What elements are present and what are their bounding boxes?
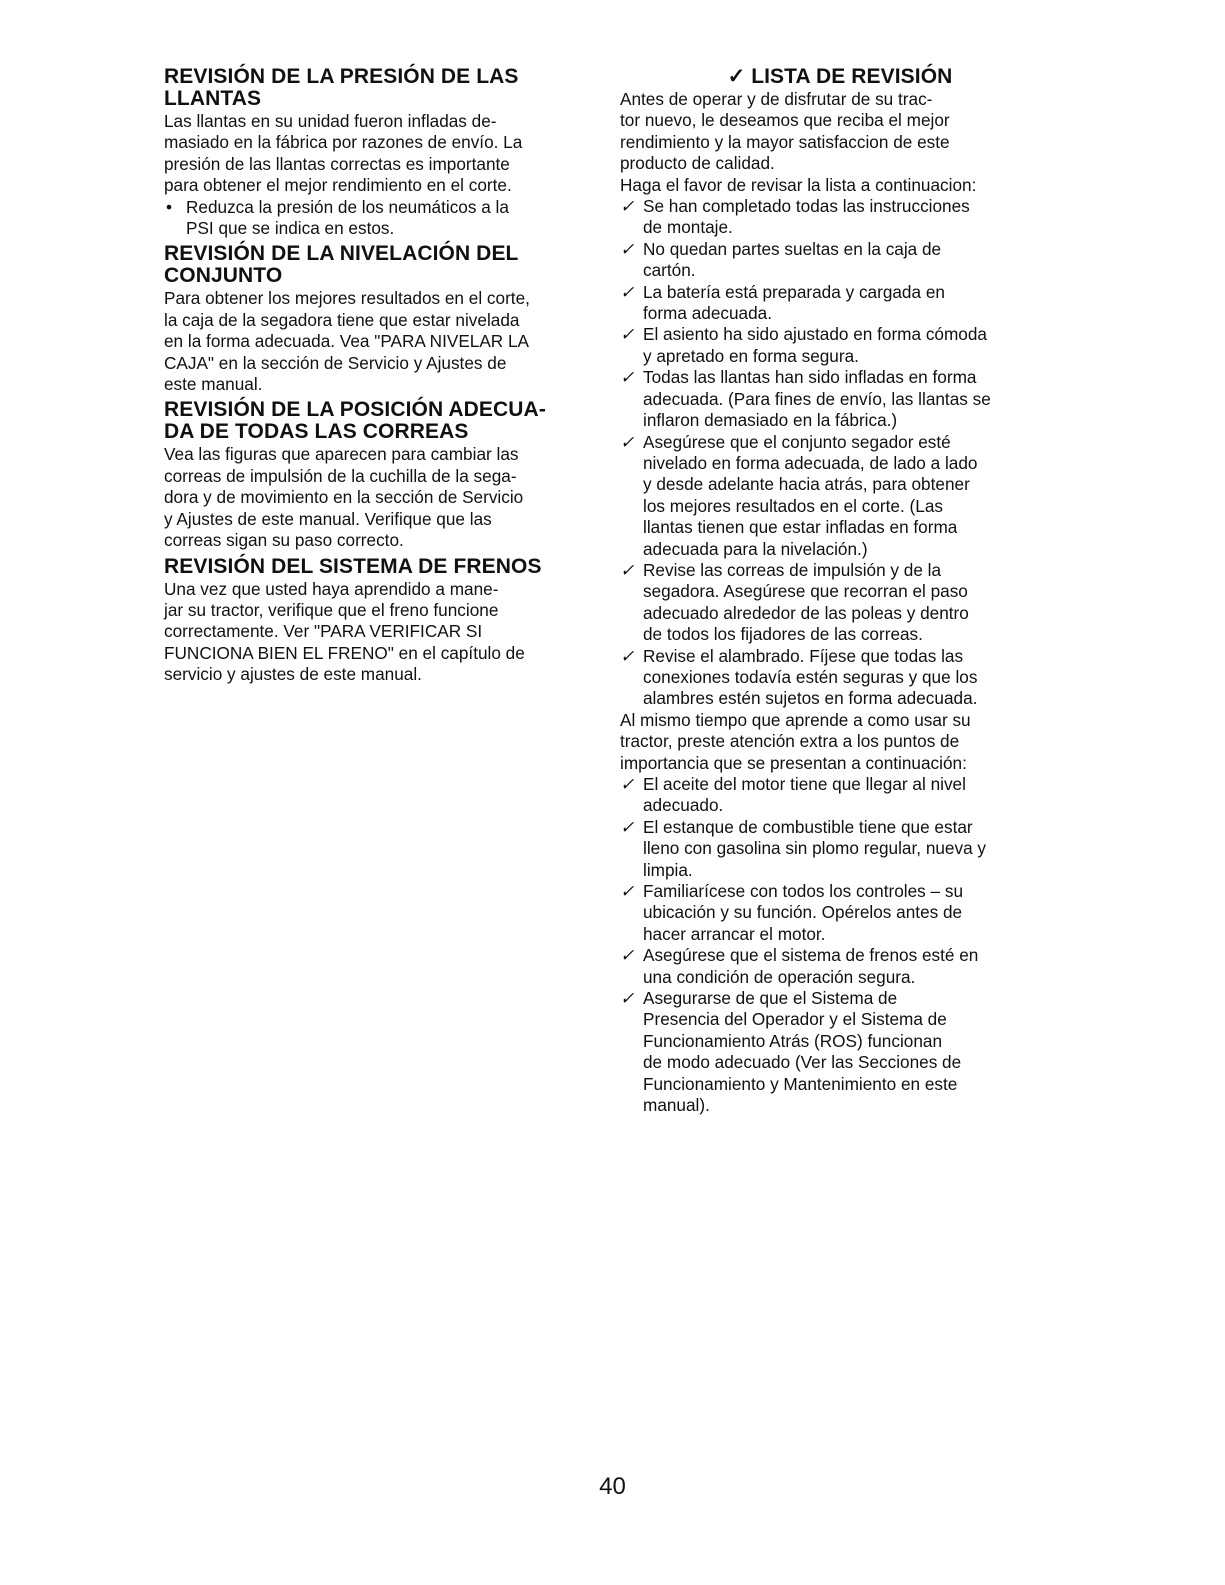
- bullet-item: • Reduzca la presión de los neumáticos a la PSI que se indica en estos.: [166, 196, 509, 239]
- check-icon: ✓: [620, 281, 635, 302]
- section-body: Una vez que usted haya aprendido a mane- jar su tractor, verifique que el freno funcione correctamente. Ver "PARA VERIFICAR SI FUNCIONA BIEN EL FRENO" en el capítulo de servicio y ajustes de este manual.: [164, 578, 525, 685]
- checklist-item: ✓ Asegúrese que el conjunto segador esté nivelado en forma adecuada, de lado a lado y desde adelante hacia atrás, para obtener los mejores resultados en el corte. (Las llantas tienen que estar infladas en forma adecuada para la nivelación.): [620, 431, 978, 559]
- checklist-while-learning: [620, 774, 1060, 1117]
- section-body: Vea las figuras que aparecen para cambiar las correas de impulsión de la cuchilla de la sega- dora y de movimiento en la sección de Servicio y Ajustes de este manual. Verifique que las correas sigan su paso correcto.: [164, 444, 524, 551]
- section-heading: REVISIÓN DE LA NIVELACIÓN DEL CONJUNTO: [164, 242, 519, 288]
- section-heading: REVISIÓN DEL SISTEMA DE FRENOS: [164, 554, 542, 578]
- checklist-before-operating: [620, 196, 1060, 710]
- left-column: [164, 66, 594, 690]
- right-column: [620, 66, 1060, 1117]
- checklist-item: ✓ El aceite del motor tiene que llegar al nivel adecuado.: [620, 774, 966, 816]
- section-body: Para obtener los mejores resultados en el corte, la caja de la segadora tiene que estar nivelada en la forma adecuada. Vea "PARA NIVELAR LA CAJA" en la sección de Servicio y Ajustes de este manual.: [164, 288, 530, 395]
- checklist-title: ✓ LISTA DE REVISIÓN: [727, 65, 953, 88]
- section-deck-level: [164, 243, 594, 395]
- checklist-item: ✓ La batería está preparada y cargada en forma adecuada.: [620, 281, 945, 324]
- checklist-item: ✓ Familiarícese con todos los controles – su ubicación y su función. Opérelos antes de hacer arrancar el motor.: [620, 881, 964, 944]
- section-tire-pressure: [164, 66, 594, 239]
- checklist-middle-text: Al mismo tiempo que aprende a como usar su tractor, preste atención extra a los puntos de importancia que se presentan a continuación:: [620, 709, 971, 773]
- checklist-item: ✓ Revise las correas de impulsión y de la segadora. Asegúrese que recorran el paso adecuado alrededor de las poleas y dentro de todos los fijadores de las correas.: [620, 559, 969, 645]
- check-icon: ✓: [620, 196, 635, 217]
- section-brake-system: [164, 556, 594, 686]
- checklist-item: ✓ Asegúrese que el sistema de frenos esté en una condición de operación segura.: [620, 945, 979, 987]
- section-belt-position: [164, 399, 594, 551]
- checklist-item: ✓ Todas las llantas han sido infladas en forma adecuada. (Para fines de envío, las llantas se inflaron demasiado en la fábrica.): [620, 367, 991, 431]
- checklist-item: ✓ No quedan partes sueltas en la caja de cartón.: [620, 238, 942, 281]
- check-icon: ✓: [620, 988, 635, 1009]
- section-heading: REVISIÓN DE LA POSICIÓN ADECUA- DA DE TODAS LAS CORREAS: [164, 398, 546, 444]
- check-icon: ✓: [620, 367, 635, 388]
- checklist-intro: Antes de operar y de disfrutar de su trac- tor nuevo, le deseamos que reciba el mejor rendimiento y la mayor satisfaccion de este producto de calidad. Haga el favor de revisar la lista a continuacion:: [620, 89, 977, 195]
- checklist-item: ✓ El estanque de combustible tiene que estar lleno con gasolina sin plomo regular, nueva y limpia.: [620, 816, 987, 880]
- check-icon: ✓: [620, 816, 635, 837]
- checklist-item: ✓ Asegurarse de que el Sistema de Presencia del Operador y el Sistema de Funcionamiento Atrás (ROS) funcionan de modo adecuado (Ver las Secciones de Funcionamiento y Mantenimiento en este manual).: [620, 988, 962, 1116]
- checklist-item: ✓ El asiento ha sido ajustado en forma cómoda y apretado en forma segura.: [620, 324, 987, 366]
- checklist-item: ✓ Revise el alambrado. Fíjese que todas las conexiones todavía estén seguras y que los alambres estén sujetos en forma adecuada.: [620, 645, 978, 709]
- bullet-icon: •: [166, 196, 173, 217]
- check-icon: ✓: [620, 645, 635, 666]
- check-icon: ✓: [620, 945, 635, 966]
- section-heading: REVISIÓN DE LA PRESIÓN DE LAS LLANTAS: [164, 65, 519, 110]
- check-icon: ✓: [620, 774, 635, 794]
- check-icon: ✓: [620, 431, 635, 452]
- checklist-item: ✓ Se han completado todas las instrucciones de montaje.: [620, 196, 970, 238]
- page-number: 40: [599, 1473, 626, 1500]
- section-body: Las llantas en su unidad fueron infladas de- masiado en la fábrica por razones de envío. La presión de las llantas correctas es importante para obtener el mejor rendimiento en el corte.: [164, 111, 523, 196]
- check-icon: ✓: [620, 881, 635, 902]
- check-icon: ✓: [620, 324, 635, 345]
- check-icon: ✓: [620, 238, 635, 259]
- check-icon: ✓: [620, 559, 635, 580]
